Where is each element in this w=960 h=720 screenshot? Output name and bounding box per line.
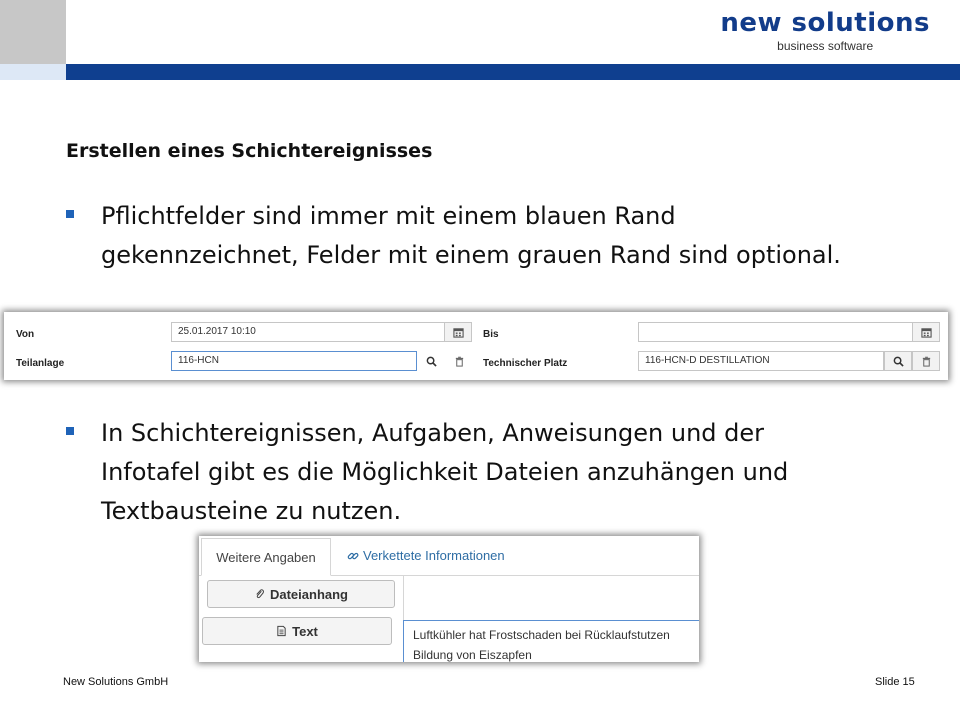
teilanlage-delete-button[interactable] <box>445 351 473 371</box>
link-icon <box>347 550 359 562</box>
company-logo <box>720 8 930 53</box>
trash-icon <box>921 356 932 367</box>
bullet-square-icon <box>66 210 74 218</box>
technischer-platz-label: Technischer Platz <box>483 358 568 369</box>
form-screenshot <box>4 312 948 380</box>
tab-weitere-angaben[interactable]: Weitere Angaben <box>201 538 331 576</box>
calendar-icon <box>921 327 932 338</box>
bis-field[interactable] <box>638 322 914 342</box>
dateianhang-label: Dateianhang <box>269 586 348 602</box>
text-area-line: Luftkühler hat Frostschaden bei Rücklaufstutzen <box>413 628 670 642</box>
text-button-label: Text <box>292 623 318 639</box>
bis-calendar-button[interactable] <box>912 322 940 342</box>
slide-title: Erstellen eines Schichtereignisses <box>66 140 433 162</box>
text-button[interactable] <box>202 617 392 645</box>
footer-slide-number: Slide 15 <box>875 676 915 688</box>
search-icon <box>426 356 437 367</box>
header-bar <box>66 64 960 80</box>
tab-bar <box>199 536 699 576</box>
paperclip-icon <box>254 588 265 600</box>
teilanlage-label: Teilanlage <box>16 358 65 369</box>
text-area-line: Bildung von Eiszapfen <box>413 648 532 662</box>
text-area[interactable] <box>403 620 699 662</box>
document-icon <box>276 625 287 637</box>
technischer-platz-delete-button[interactable] <box>912 351 940 371</box>
logo-sub-text: business software <box>777 39 874 53</box>
trash-icon <box>454 356 465 367</box>
tab-link-label: Verkettete Informationen <box>363 548 505 563</box>
technischer-platz-field[interactable]: 116-HCN-D DESTILLATION <box>638 351 884 371</box>
von-calendar-button[interactable] <box>444 322 472 342</box>
bullet-point <box>66 414 866 531</box>
bullet-square-icon <box>66 427 74 435</box>
search-icon <box>893 356 904 367</box>
footer-company: New Solutions GmbH <box>63 676 169 688</box>
attachment-screenshot <box>199 536 699 662</box>
logo-main-text: new solutions <box>720 8 930 38</box>
calendar-icon <box>453 327 464 338</box>
bullet-text: Pflichtfelder sind immer mit einem blauen Rand gekennzeichnet, Felder mit einem grauen Rand sind optional. <box>101 202 841 269</box>
technischer-platz-search-button[interactable] <box>884 351 912 371</box>
tab-verkettete-informationen[interactable] <box>347 548 505 563</box>
header-corner-strip <box>0 64 66 80</box>
von-field[interactable]: 25.01.2017 10:10 <box>171 322 445 342</box>
bullet-point <box>66 197 866 275</box>
bis-label: Bis <box>483 329 499 340</box>
von-label: Von <box>16 329 35 340</box>
textarea-separator <box>403 576 404 620</box>
dateianhang-button[interactable] <box>207 580 395 608</box>
teilanlage-field[interactable]: 116-HCN <box>171 351 417 371</box>
teilanlage-search-button[interactable] <box>417 351 445 371</box>
bullet-text: In Schichtereignissen, Aufgaben, Anweisungen und der Infotafel gibt es die Möglichkeit Dateien anzuhängen und Textbausteine zu nutzen. <box>101 419 789 525</box>
